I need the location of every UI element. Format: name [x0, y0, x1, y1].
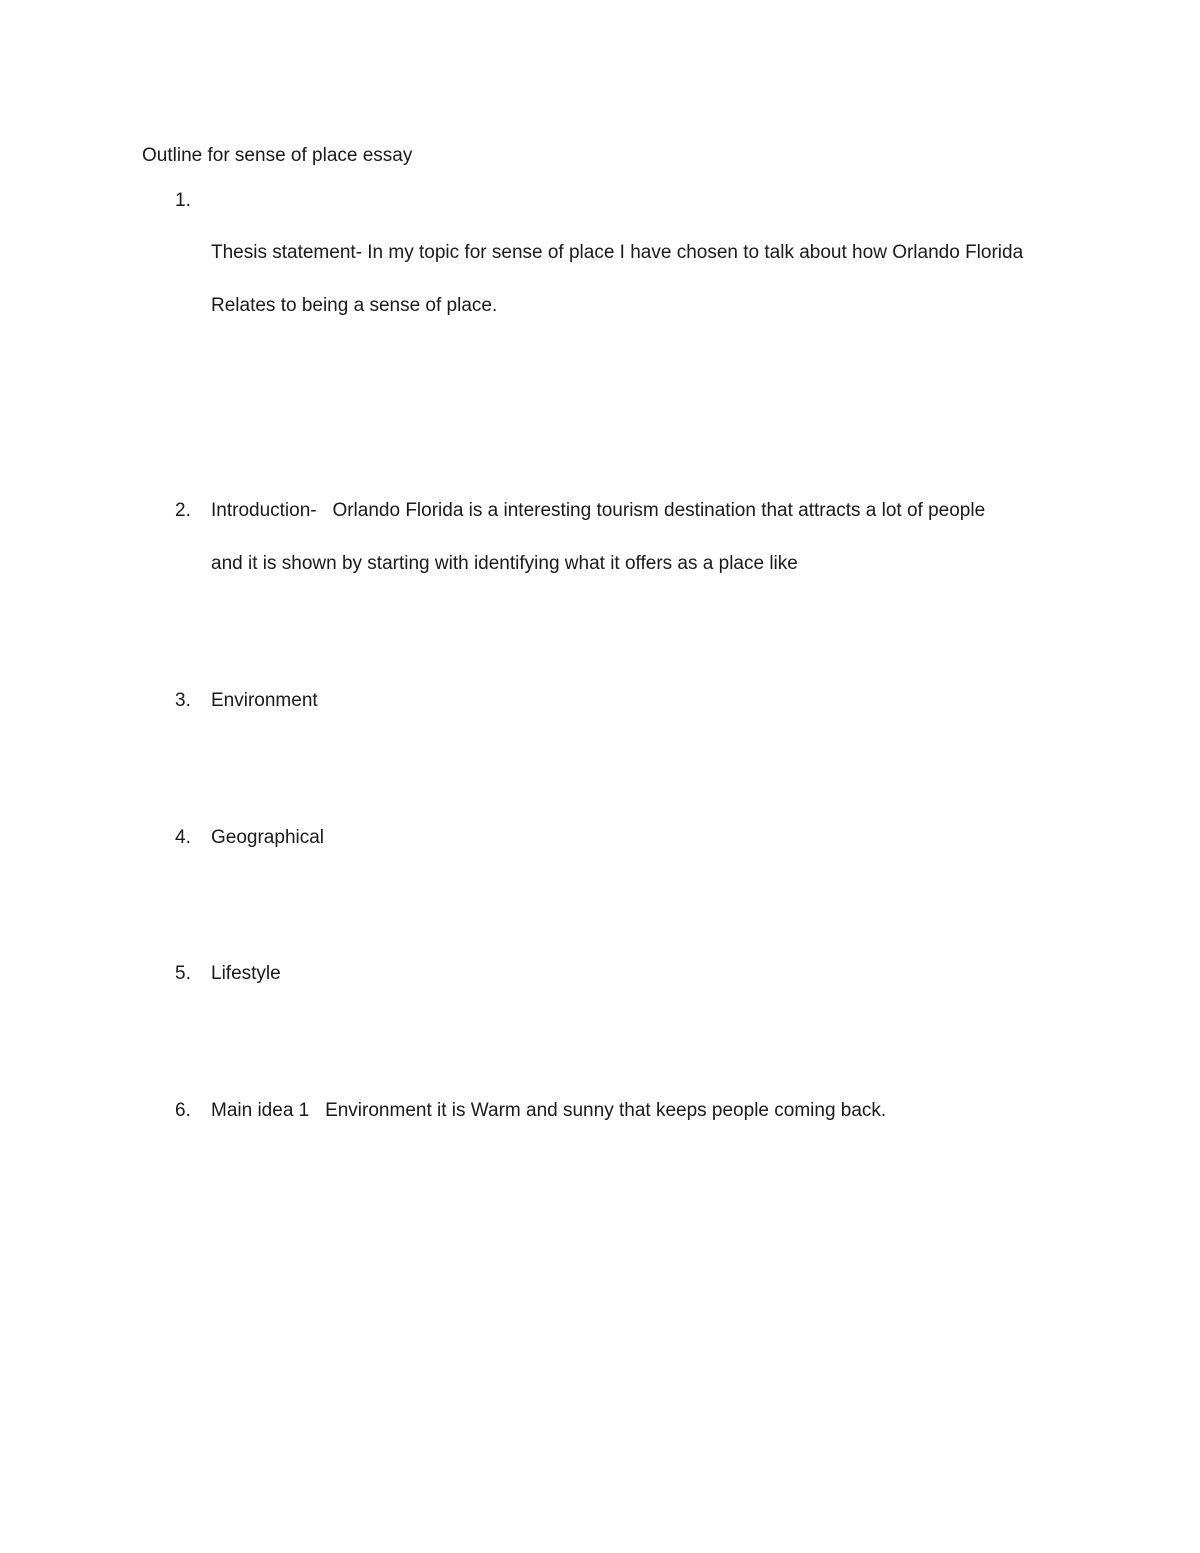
- item-2-number: 2.: [175, 500, 191, 521]
- item-4-line-1: Geographical: [211, 827, 325, 848]
- item-1-line-2: Relates to being a sense of place.: [211, 295, 498, 316]
- item-3-number: 3.: [175, 690, 191, 711]
- item-3-line-1: Environment: [211, 690, 318, 711]
- item-4-number: 4.: [175, 827, 191, 848]
- item-1-number: 1.: [175, 190, 191, 211]
- item-6-line-1: Main idea 1 Environment it is Warm and sunny that keeps people coming back.: [211, 1100, 887, 1121]
- item-2-line-2: and it is shown by starting with identifying what it offers as a place like: [211, 553, 798, 574]
- item-1-line-1: Thesis statement- In my topic for sense of place I have chosen to talk about how Orlando Florida: [211, 242, 1024, 263]
- document-title: Outline for sense of place essay: [142, 145, 413, 166]
- item-2-line-1: Introduction- Orlando Florida is a interesting tourism destination that attracts a lot of people: [211, 500, 986, 521]
- item-5-number: 5.: [175, 963, 191, 984]
- item-5-line-1: Lifestyle: [211, 963, 281, 984]
- item-6-number: 6.: [175, 1100, 191, 1121]
